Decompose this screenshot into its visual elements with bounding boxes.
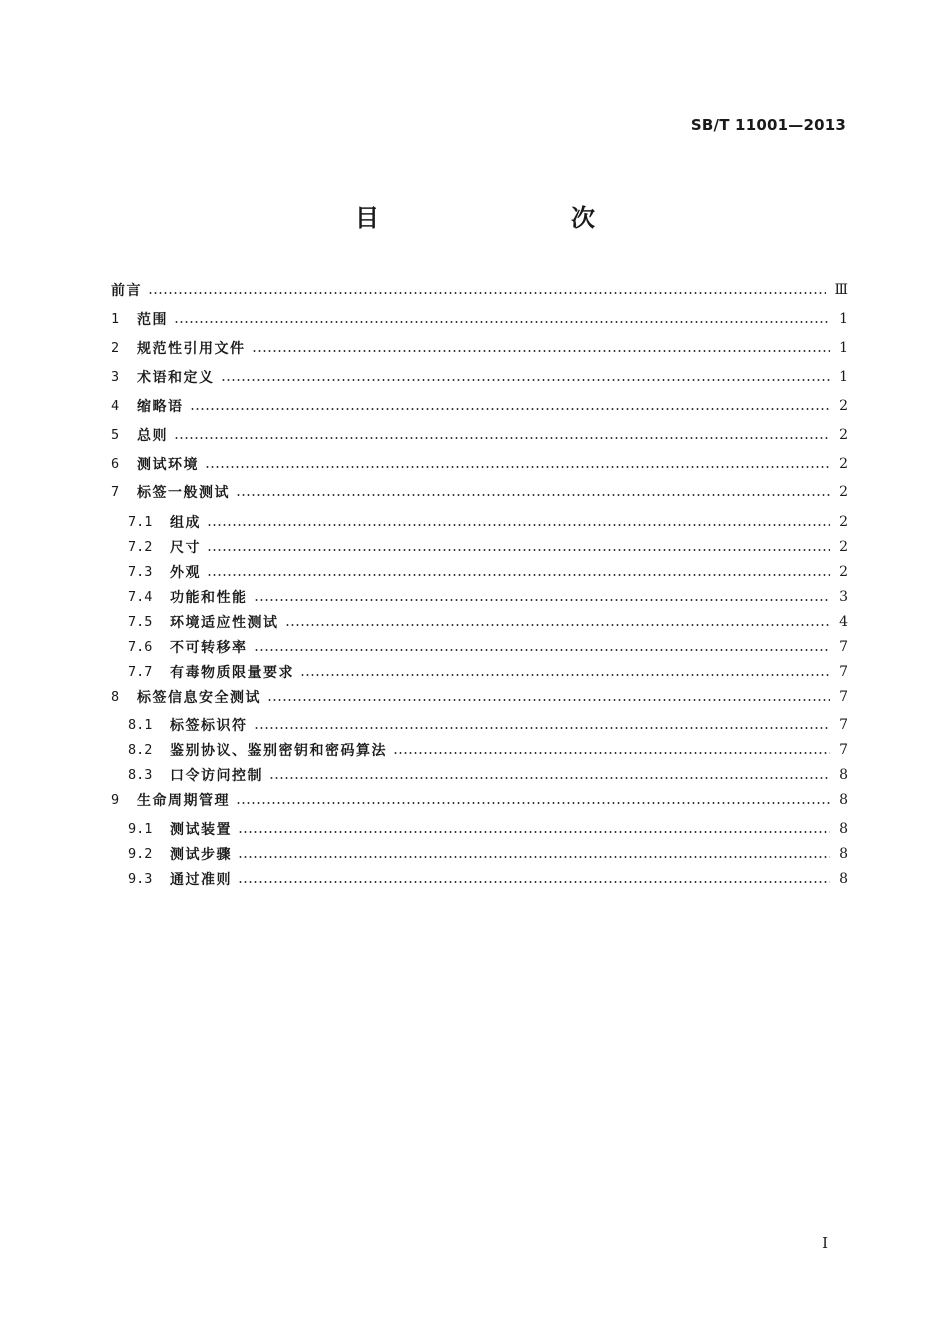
toc-entry-label: 标签标识符	[170, 718, 248, 734]
toc-entry-label: 术语和定义	[137, 370, 215, 386]
toc-entry-number: 7.7	[128, 664, 153, 680]
toc-entry-page: 8	[839, 871, 848, 887]
toc-entry-9-2[interactable]	[128, 842, 848, 866]
toc-entry-8-1[interactable]	[128, 713, 848, 737]
toc-entry-label: 规范性引用文件	[137, 341, 246, 357]
toc-entry-page: Ⅲ	[834, 282, 848, 298]
toc-entry-8[interactable]	[111, 685, 848, 709]
toc-entry-page: 1	[839, 311, 848, 327]
toc-entry-number: 4	[111, 398, 120, 414]
toc-leader-dots	[236, 802, 830, 804]
toc-entry-8-3[interactable]	[128, 763, 848, 787]
toc-leader-dots	[148, 292, 826, 294]
toc-entry-label: 前言	[111, 283, 142, 299]
toc-entry-8-2[interactable]	[128, 738, 848, 762]
toc-entry-label: 缩略语	[137, 399, 184, 415]
toc-entry-page: 7	[839, 689, 848, 705]
toc-entry-number: 9.2	[128, 846, 153, 862]
toc-entry-page: 7	[839, 639, 848, 655]
toc-entry-label: 总则	[137, 428, 168, 444]
toc-entry-label: 有毒物质限量要求	[170, 665, 294, 681]
toc-entry-number: 6	[111, 456, 120, 472]
toc-entry-label: 功能和性能	[170, 590, 248, 606]
toc-entry-page: 2	[839, 398, 848, 414]
toc-leader-dots	[269, 777, 830, 779]
toc-entry-page: 4	[839, 614, 848, 630]
toc-entry-page: 7	[839, 664, 848, 680]
toc-entry-label: 环境适应性测试	[170, 615, 279, 631]
toc-entry-number: 7.6	[128, 639, 153, 655]
toc-entry-label: 外观	[170, 565, 201, 581]
toc-entry-number: 7.1	[128, 514, 153, 530]
toc-entry-7-2[interactable]	[128, 535, 848, 559]
toc-entry-number: 7	[111, 484, 120, 500]
toc-entry-2[interactable]	[111, 336, 848, 360]
toc-entry-number: 9.3	[128, 871, 153, 887]
toc-leader-dots	[205, 466, 830, 468]
toc-entry-9-1[interactable]	[128, 817, 848, 841]
toc-entry-page: 8	[839, 767, 848, 783]
toc-entry-label: 通过准则	[170, 872, 232, 888]
toc-entry-7[interactable]	[111, 480, 848, 504]
toc-entry-4[interactable]	[111, 394, 848, 418]
toc-leader-dots	[238, 831, 830, 833]
toc-entry-label: 测试步骤	[170, 847, 232, 863]
toc-entry-number: 9.1	[128, 821, 153, 837]
toc-entry-page: 7	[839, 717, 848, 733]
toc-entry-page: 2	[839, 427, 848, 443]
toc-leader-dots	[300, 674, 830, 676]
toc-entry-number: 3	[111, 369, 120, 385]
toc-entry-7-1[interactable]	[128, 510, 848, 534]
toc-entry-number: 7.4	[128, 589, 153, 605]
toc-leader-dots	[207, 524, 830, 526]
toc-leader-dots	[252, 350, 831, 352]
toc-entry-7-5[interactable]	[128, 610, 848, 634]
toc-entry-number: 8.3	[128, 767, 153, 783]
toc-entry-label: 口令访问控制	[170, 768, 263, 784]
toc-entry-label: 鉴别协议、鉴别密钥和密码算法	[170, 743, 387, 759]
toc-entry-page: 2	[839, 539, 848, 555]
toc-entry-number: 9	[111, 792, 120, 808]
toc-entry-page: 8	[839, 846, 848, 862]
toc-entry-number: 8.2	[128, 742, 153, 758]
toc-entry-number: 7.3	[128, 564, 153, 580]
toc-leader-dots	[190, 408, 831, 410]
toc-leader-dots	[236, 494, 830, 496]
standard-code: SB/T 11001—2013	[690, 116, 846, 134]
toc-leader-dots	[285, 624, 831, 626]
toc-entry-label: 不可转移率	[170, 640, 248, 656]
toc-leader-dots	[174, 321, 830, 323]
toc-entry-1[interactable]	[111, 307, 848, 331]
toc-entry-page: 7	[839, 742, 848, 758]
toc-entry-label: 组成	[170, 515, 201, 531]
page-title: 目 次	[355, 204, 643, 232]
toc-entry-9-3[interactable]	[128, 867, 848, 891]
toc-leader-dots	[207, 549, 830, 551]
toc-leader-dots	[174, 437, 830, 439]
toc-entry-3[interactable]	[111, 365, 848, 389]
toc-entry-7-4[interactable]	[128, 585, 848, 609]
toc-entry-7-7[interactable]	[128, 660, 848, 684]
toc-leader-dots	[221, 379, 831, 381]
toc-entry-page: 1	[839, 340, 848, 356]
toc-entry-number: 5	[111, 427, 120, 443]
toc-entry-6[interactable]	[111, 452, 848, 476]
toc-entry-page: 1	[839, 369, 848, 385]
toc-entry-number: 7.2	[128, 539, 153, 555]
toc-entry-number: 8	[111, 689, 120, 705]
toc-entry-page: 2	[839, 456, 848, 472]
toc-entry-page: 8	[839, 821, 848, 837]
toc-entry-page: 2	[839, 564, 848, 580]
toc-entry-label: 范围	[137, 312, 168, 328]
toc-entry-label: 测试环境	[137, 457, 199, 473]
toc-entry-label: 标签一般测试	[137, 485, 230, 501]
toc-leader-dots	[207, 574, 830, 576]
toc-entry-page: 3	[839, 589, 848, 605]
toc-entry-number: 8.1	[128, 717, 153, 733]
toc-leader-dots	[238, 856, 830, 858]
toc-leader-dots	[254, 599, 831, 601]
toc-entry-number: 1	[111, 311, 120, 327]
toc-entry-label: 标签信息安全测试	[137, 690, 261, 706]
toc-entry-page: 2	[839, 484, 848, 500]
toc-entry-number: 2	[111, 340, 120, 356]
toc-entry-7-3[interactable]	[128, 560, 848, 584]
toc-entry-7-6[interactable]	[128, 635, 848, 659]
toc-leader-dots	[254, 649, 831, 651]
toc-entry-9[interactable]	[111, 788, 848, 812]
toc-entry-label: 测试装置	[170, 822, 232, 838]
toc-leader-dots	[393, 752, 830, 754]
toc-entry-label: 尺寸	[170, 540, 201, 556]
toc-entry-5[interactable]	[111, 423, 848, 447]
toc-entry-page: 2	[839, 514, 848, 530]
toc-entry-number: 7.5	[128, 614, 153, 630]
toc-leader-dots	[267, 699, 830, 701]
toc-leader-dots	[254, 727, 831, 729]
toc-entry-label: 生命周期管理	[137, 793, 230, 809]
toc-entry-page: 8	[839, 792, 848, 808]
page-number: I	[822, 1234, 828, 1252]
toc-leader-dots	[238, 881, 830, 883]
toc-entry-foreword[interactable]	[111, 278, 848, 302]
